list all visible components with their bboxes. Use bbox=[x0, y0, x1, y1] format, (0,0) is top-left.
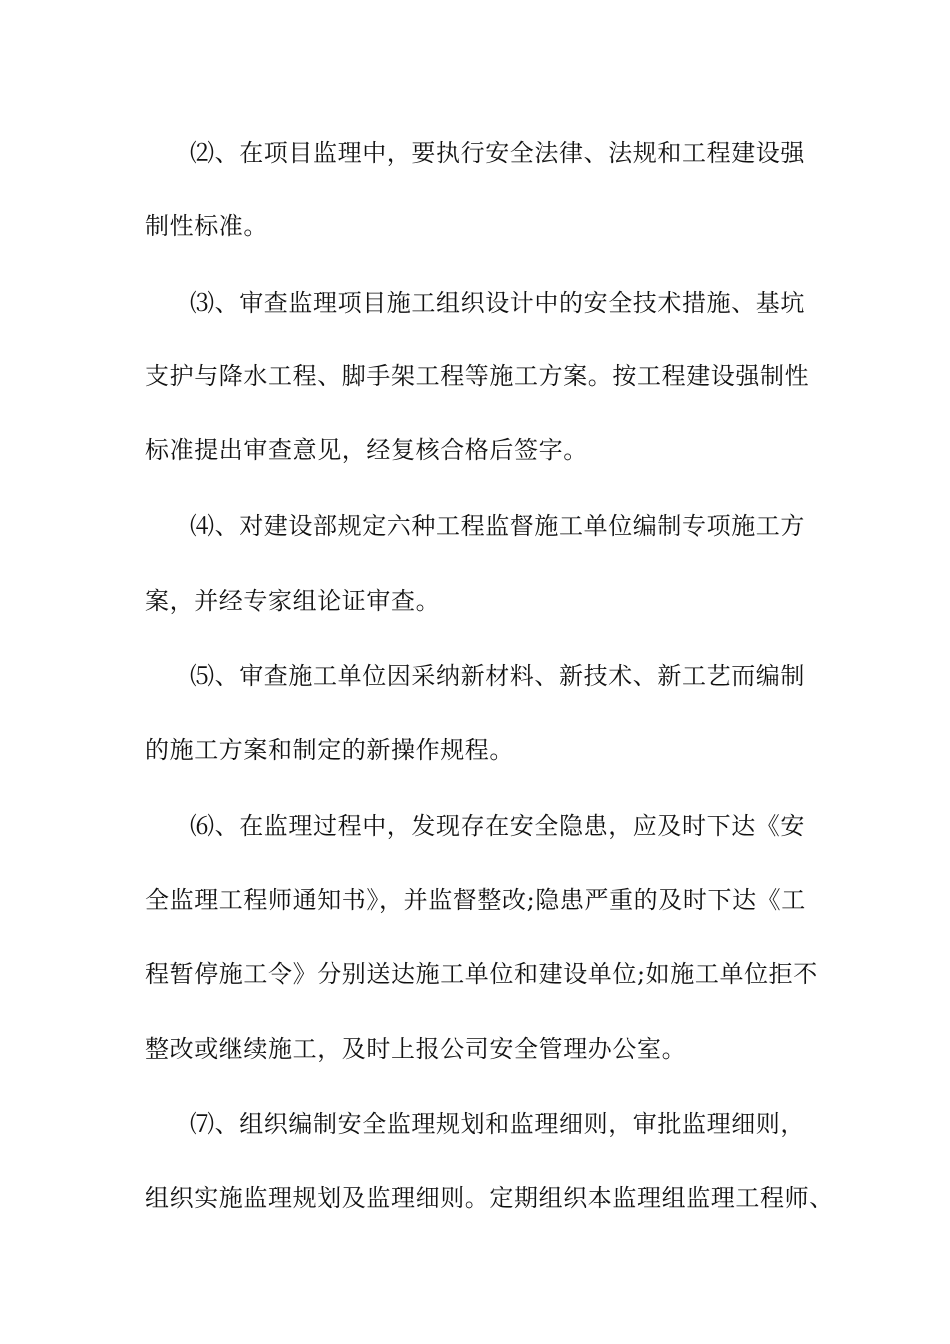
paragraph-5-line-1: ⑸、审查施工单位因采纳新材料、新技术、新工艺而编制 bbox=[190, 662, 805, 690]
paragraph-3-line-1: ⑶、审查监理项目施工组织设计中的安全技术措施、基坑 bbox=[190, 289, 805, 317]
paragraph-3-line-3: 标准提出审查意见，经复核合格后签字。 bbox=[145, 436, 588, 464]
paragraph-2-line-2: 制性标准。 bbox=[145, 212, 268, 240]
paragraph-6-line-2: 全监理工程师通知书》，并监督整改;隐患严重的及时下达《工 bbox=[145, 886, 806, 914]
paragraph-5-line-2: 的施工方案和制定的新操作规程。 bbox=[145, 736, 514, 764]
paragraph-3-line-2: 支护与降水工程、脚手架工程等施工方案。按工程建设强制性 bbox=[145, 362, 810, 390]
paragraph-6-line-3: 程暂停施工令》分别送达施工单位和建设单位;如施工单位拒不 bbox=[145, 960, 818, 988]
paragraph-6-line-1: ⑹、在监理过程中，发现存在安全隐患，应及时下达《安 bbox=[190, 812, 805, 840]
paragraph-6-line-4: 整改或继续施工，及时上报公司安全管理办公室。 bbox=[145, 1035, 687, 1063]
paragraph-2-line-1: ⑵、在项目监理中，要执行安全法律、法规和工程建设强 bbox=[190, 139, 805, 167]
paragraph-4-line-1: ⑷、对建设部规定六种工程监督施工单位编制专项施工方 bbox=[190, 512, 805, 540]
paragraph-7-line-2: 组织实施监理规划及监理细则。定期组织本监理组监理工程师、 bbox=[145, 1184, 834, 1212]
paragraph-7-line-1: ⑺、组织编制安全监理规划和监理细则，审批监理细则， bbox=[190, 1110, 805, 1138]
paragraph-4-line-2: 案，并经专家组论证审查。 bbox=[145, 587, 441, 615]
